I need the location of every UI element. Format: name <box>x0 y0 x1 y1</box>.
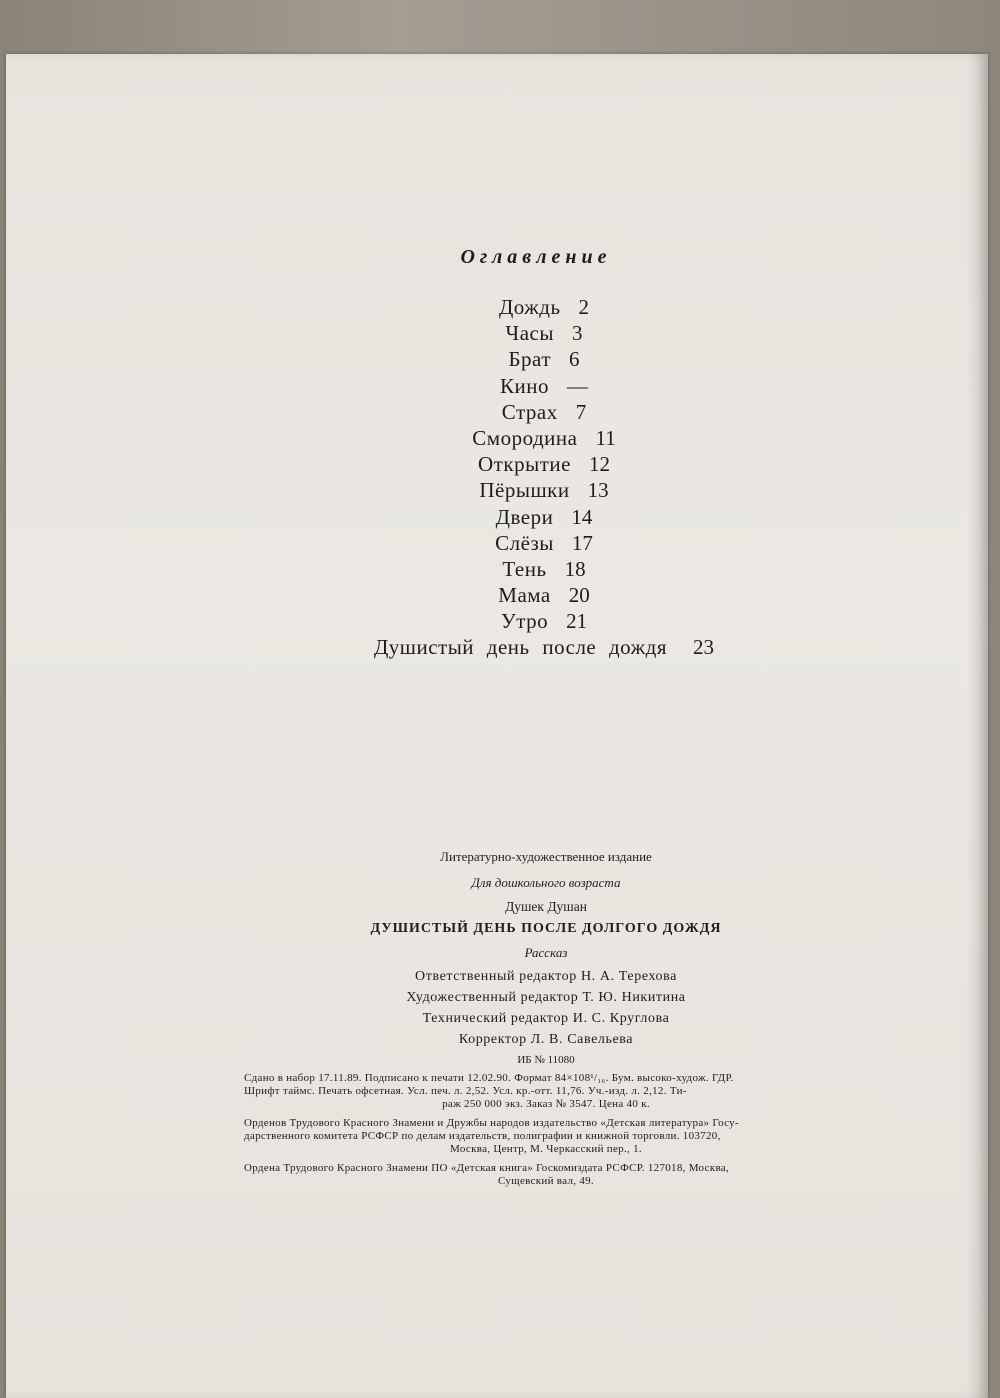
toc-entry <box>6 634 1000 660</box>
staff-responsible-editor: Ответственный редактор Н. А. Терехова <box>415 969 677 984</box>
production-line: Шрифт таймс. Печать офсетная. Усл. печ. л. 2,52. Усл. кр.-отт. 11,76. Уч.-изд. л. 2,12. Ти- <box>244 1085 687 1097</box>
book-title: ДУШИСТЫЙ ДЕНЬ ПОСЛЕ ДОЛГОГО ДОЖДЯ <box>370 921 722 936</box>
toc-entry <box>6 504 1000 530</box>
toc-entry-page: 14 <box>571 504 593 529</box>
target-age: Для дошкольного возраста <box>471 875 621 890</box>
publisher-line: дарственного комитета РСФСР по делам издательств, полиграфии и книжной торговли. 103720, <box>244 1130 721 1142</box>
staff-technical-editor: Технический редактор И. С. Круглова <box>422 1011 670 1026</box>
printer-details <box>236 1162 856 1188</box>
toc-entry <box>6 582 1000 608</box>
publisher-line: Орденов Трудового Красного Знамени и Дружбы народов издательство «Детская литература» Госу- <box>244 1117 739 1129</box>
toc-entry-title: Утро <box>500 609 549 634</box>
ib-number: ИБ № 11080 <box>517 1054 575 1066</box>
toc-entry-page: 12 <box>588 452 610 477</box>
printer-line: Сущевский вал, 49. <box>498 1175 594 1187</box>
toc-heading: Оглавление <box>460 246 612 268</box>
toc-entry-page: 3 <box>571 321 583 346</box>
toc-entry <box>6 346 1000 372</box>
edition-type: Литературно-художественное издание <box>440 849 652 864</box>
toc-entry-page: 21 <box>566 609 588 634</box>
toc-entry-title: Мама <box>498 583 551 608</box>
toc-entry-page: 20 <box>568 583 590 608</box>
toc-entry-title: Пёрышки <box>479 478 570 503</box>
toc-entry-title: Открытие <box>478 452 571 477</box>
toc-entry-page: 18 <box>564 556 586 581</box>
printer-line: Ордена Трудового Красного Знамени ПО «Детская книга» Госкомиздата РСФСР. 127018, Москва, <box>244 1162 730 1174</box>
production-line: Сдано в набор 17.11.89. Подписано к печати 12.02.90. Формат 84×108¹/₁₆. Бум. высоко-худож. ГДР. <box>244 1072 734 1084</box>
book-page <box>6 54 988 1398</box>
toc-entry-title: Двери <box>495 504 554 529</box>
toc-entry-title: Тень <box>502 556 547 581</box>
toc-entry <box>6 530 1000 556</box>
toc-entry <box>6 425 1000 451</box>
table-of-contents <box>6 294 1000 661</box>
toc-entry-title: Страх <box>501 399 558 424</box>
toc-entry-title: Дождь <box>498 295 561 319</box>
author-name: Душек Душан <box>505 899 587 914</box>
toc-entry-title: Смородина <box>472 425 578 450</box>
toc-entry <box>6 451 1000 477</box>
toc-entry <box>6 294 1000 320</box>
colophon <box>236 844 856 1194</box>
publisher-line: Москва, Центр, М. Черкасский пер., 1. <box>450 1143 642 1155</box>
toc-entry <box>6 373 1000 399</box>
production-line: раж 250 000 экз. Заказ № 3547. Цена 40 к. <box>442 1098 650 1110</box>
toc-entry-title: Кино <box>500 373 549 398</box>
toc-entry <box>6 399 1000 425</box>
toc-entry <box>6 608 1000 634</box>
toc-entry-title: Слёзы <box>495 530 554 555</box>
publisher-details <box>236 1117 856 1156</box>
literary-form: Рассказ <box>524 945 568 960</box>
toc-entry-page: 23 <box>693 635 715 660</box>
toc-entry <box>6 556 1000 582</box>
toc-entry-title: Душистый день после дождя <box>373 635 668 660</box>
toc-entry-page: 13 <box>587 478 609 503</box>
toc-entry-title: Брат <box>508 347 551 372</box>
toc-entry-page: — <box>566 373 588 398</box>
toc-entry <box>6 477 1000 503</box>
toc-entry-page: 11 <box>595 425 616 450</box>
toc-entry-page: 2 <box>578 295 590 319</box>
production-details <box>236 1072 856 1111</box>
toc-entry-title: Часы <box>505 321 554 346</box>
staff-art-editor: Художественный редактор Т. Ю. Никитина <box>406 990 686 1005</box>
staff-proofreader: Корректор Л. В. Савельева <box>458 1032 634 1047</box>
toc-entry-page: 6 <box>569 347 580 372</box>
toc-entry-page: 17 <box>571 530 593 555</box>
toc-entry-page: 7 <box>575 399 587 424</box>
toc-entry <box>6 320 1000 346</box>
